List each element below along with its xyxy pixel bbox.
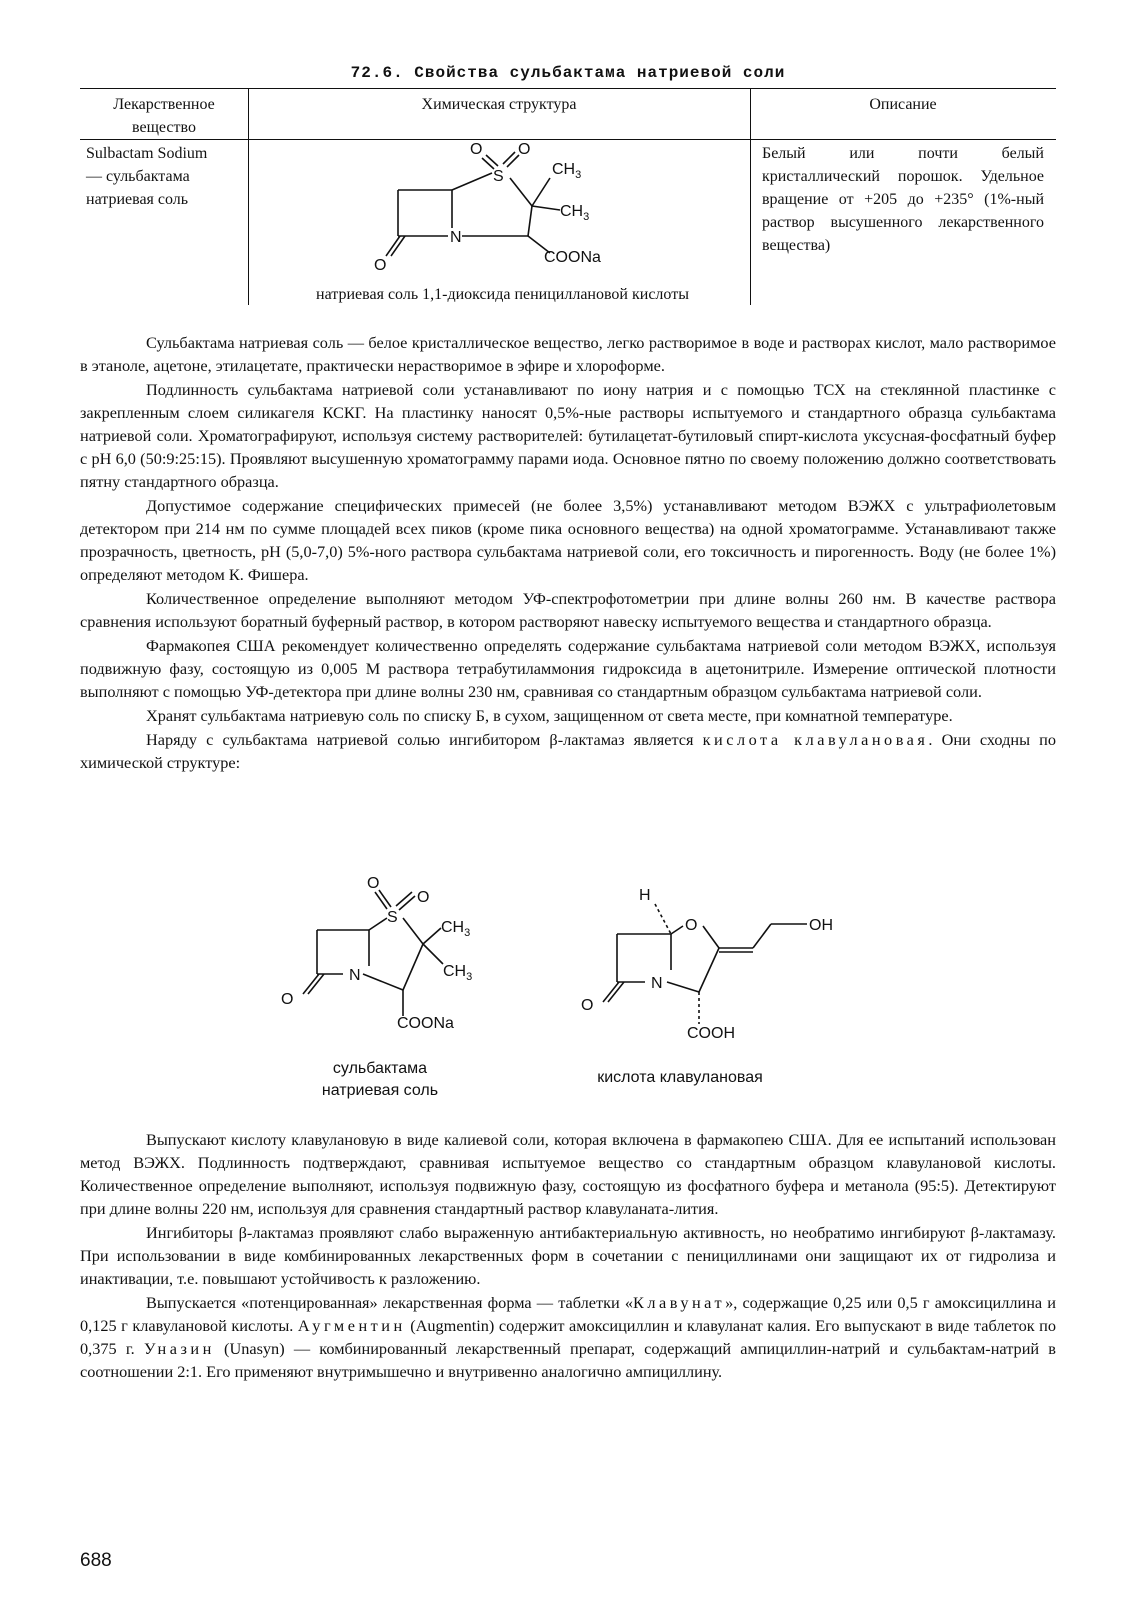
oxygen-atom: O [417,889,430,906]
description-cell: Белый или почти белый кристаллический порошок. Удельное вращение от +205 до +235° (1%-ный раствор высушенного лекарственного вещества) [762,145,1044,254]
spaced-term: Клавунат [632,1293,726,1312]
coona-group: COONa [397,1015,454,1032]
oxygen-atom: O [281,991,294,1008]
oxygen-atom: O [518,141,531,158]
nitrogen-atom: N [450,229,462,246]
substance-name-ru: — сульбактама [86,168,190,185]
sulbactam-structure [275,872,485,1032]
table-caption: 72.6. Свойства сульбактама натриевой соли [350,64,786,82]
oxygen-atom: O [470,141,483,158]
table-column-divider [750,89,751,305]
oxygen-atom: O [374,257,387,274]
paragraph: Наряду с сульбактама натриевой солью ингибитором β-лактамаз является кислота клавулановая. Они сходны по химической структуре: [80,730,1056,772]
paragraph: Количественное определение выполняют методом УФ-спектрофотометрии при длине волны 260 нм. В качестве раствора сравнения используют боратный буферный раствор, в котором растворяют навеску испытуемого вещества и стандартного образца. [80,589,1056,631]
paragraph: Выпускается «потенцированная» лекарственная форма — таблетки «Клавунат», содержащие 0,25 или 0,5 г амоксициллина и 0,125 г клавулановой кислоты. Аугментин (Augmentin) содержит амоксициллин и клавуланат калия. Его выпускают в виде таблеток по 0,375 г. Уназин (Unasyn) — комбинированный лекарственный препарат, содержащий ампициллин-натрий и сульбактам-натрий в соотношении 2:1. Его применяют внутримышечно и внутривенно аналогично ампициллину. [80,1293,1056,1381]
spaced-term: Уназин [143,1339,215,1358]
oxygen-atom: O [581,997,594,1014]
clavulanic-acid-structure [575,884,845,1044]
hydrogen-atom: H [639,887,651,904]
paragraph: Выпускают кислоту клавулановую в виде калиевой соли, которая включена в фармакопею США. Для ее испытаний использован метод ВЭЖХ. Подлинность подтверждают, сравнивая испытуемое вещество со стандартным образцом клавулановой кислоты. Количественное определение выполняют, используя подвижную фазу, состоящую из фосфатного буфера и метанола (95:5). Детектируют при длине волны 220 нм, используя для сравнения стандартный раствор клавуланата-лития. [80,1130,1056,1218]
sulbactam-caption: сульбактама натриевая соль [321,1060,439,1099]
substance-cell [86,142,246,211]
table-column-divider [248,89,249,305]
methyl-group: $CH_3$ [560,203,590,223]
paragraph: Хранят сульбактама натриевую соль по списку Б, в сухом, защищенном от света месте, при комнатной температуре. [146,706,953,725]
methyl-group: $CH_3$ [443,963,473,983]
substance-name-ru-2: натриевая соль [86,191,189,208]
cooh-group: COOH [687,1025,735,1042]
paragraph: Сульбактама натриевая соль — белое кристаллическое вещество, легко растворимое в воде и растворах кислот, мало растворимое в этаноле, ацетоне, этилацетате, практически нерастворимое в эфире и хлороформе. [80,333,1056,375]
page-number: 688 [80,1550,112,1571]
body-text-upper [80,331,1056,775]
header-substance: Лекарственное вещество [113,96,215,136]
methyl-group: $CH_3$ [552,161,582,181]
sulfur-atom: S [493,168,504,185]
paragraph: Допустимое содержание специфических примесей (не более 3,5%) устанавливают методом ВЭЖХ с ультрафиолетовым детектором при 214 нм по сумме площадей всех пиков (кроме пика основного вещества) на одной хроматограмме. Устанавливают также прозрачность, цветность, pH (5,0-7,0) 5%-ного раствора сульбактама натриевой соли, его токсичность и пирогенность. Воду (не более 1%) определяют методом К. Фишера. [80,496,1056,584]
oxygen-atom: O [367,875,380,892]
hydroxyl-group: OH [809,917,833,934]
spaced-term: Аугментин [297,1316,406,1335]
header-description: Описание [869,96,937,113]
sulbactam-structure-table [370,138,640,284]
sulfur-atom: S [387,909,398,926]
coona-group: COONa [544,249,601,266]
clavulanic-caption: кислота клавулановая [597,1069,763,1086]
nitrogen-atom: N [651,975,663,992]
header-structure: Химическая структура [421,96,577,113]
methyl-group: $CH_3$ [441,919,471,939]
spaced-term: кислота клавулановая [702,730,929,749]
paragraph: Подлинность сульбактама натриевой соли устанавливают по иону натрия и с помощью ТСХ на стеклянной пластинке с закрепленным слоем силикагеля КСКГ. На пластинку наносят 0,5%-ные растворы испытуемого и стандартного образца сульбактама натриевой соли. Хроматографируют, используя систему растворителей: бутилацетат-бутиловый спирт-кислота уксусная-фосфатный буфер с pH 6,0 (50:9:25:15). Проявляют высушенную хроматограмму парами иода. Основное пятно по своему положению должно соответствовать пятну стандартного образца. [80,380,1056,491]
nitrogen-atom: N [349,967,361,984]
structure-caption: натриевая соль 1,1-диоксида пенициллановой кислоты [316,286,689,303]
substance-name-en: Sulbactam Sodium [86,145,208,162]
body-text-lower [80,1128,1056,1384]
oxygen-atom: O [685,917,698,934]
paragraph: Ингибиторы β-лактамаз проявляют слабо выраженную антибактериальную активность, но необратимо ингибируют β-лактамазу. При использовании в виде комбинированных лекарственных форм в сочетании с пенициллинами они защищают их от гидролиза и инактивации, т.е. повышают устойчивость к разложению. [80,1223,1056,1288]
paragraph: Фармакопея США рекомендует количественно определять содержание сульбактама натриевой соли методом ВЭЖХ, используя подвижную фазу, состоящую из 0,005 М раствора тетрабутиламмония гидроксида в ацетонитриле. Измерение оптической плотности выполняют с помощью УФ-детектора при длине волны 230 нм, сравнивая со стандартным образцом сульбактама натриевой соли. [80,636,1056,701]
